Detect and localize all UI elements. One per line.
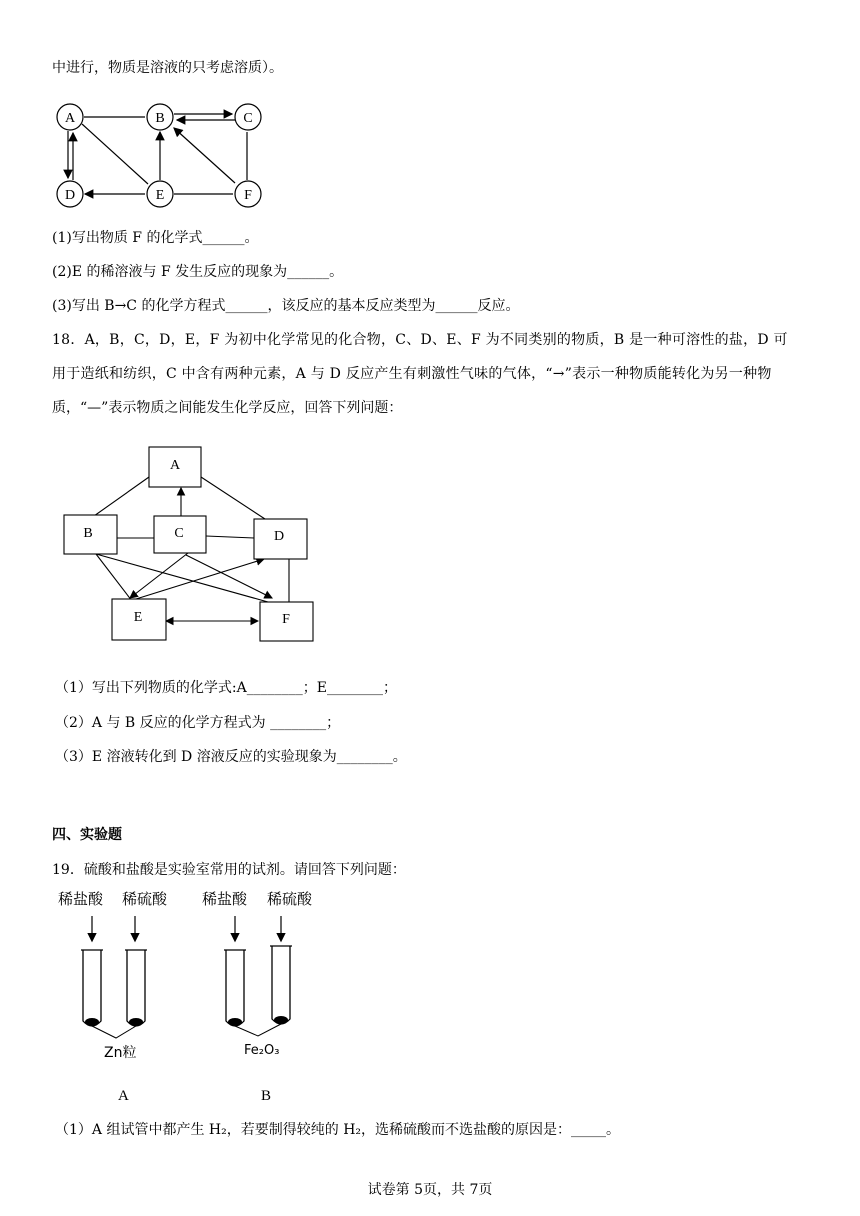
edge-a-b (94, 477, 149, 516)
q18-sub1: （1）写出下列物质的化学式:A________；E________； (55, 680, 397, 696)
test-tube-a-hcl (81, 950, 103, 1026)
q19-test-tube-figure (52, 884, 352, 1104)
q17-relation-diagram (50, 98, 270, 208)
svg-text:A: A (169, 458, 181, 473)
svg-text:F: F (282, 612, 290, 627)
svg-text:C: C (243, 111, 253, 126)
q17-sub3: (3)写出 B→C 的化学方程式______，该反应的基本反应类型为______反应。 (52, 298, 520, 314)
label-zn: Zn粒 (104, 1045, 137, 1061)
q17-node-e (147, 181, 173, 207)
svg-text:B: B (155, 111, 165, 126)
q19-sub1: （1）A 组试管中都产生 H₂，若要制得较纯的 H₂，选稀硫酸而不选盐酸的原因是：_____。 (55, 1122, 621, 1138)
page-number: 试卷第 5页，共 7页 (367, 1182, 493, 1198)
label-fe2o3: Fe₂O₃ (244, 1043, 280, 1058)
q18-relation-diagram (60, 444, 330, 644)
svg-text:F: F (244, 188, 252, 203)
q18-node-e (112, 599, 166, 640)
q17-intro-tail: 中进行，物质是溶液的只考虑溶质）。 (52, 60, 283, 76)
q17-sub2: (2)E 的稀溶液与 F 发生反应的现象为______。 (52, 264, 344, 280)
q17-node-b (147, 104, 173, 130)
edge-b-e (96, 554, 132, 601)
group-label-b: B (261, 1088, 272, 1104)
svg-text:B: B (83, 526, 93, 541)
label-hcl-a: 稀盐酸 (58, 890, 104, 908)
arrow-f-to-b (174, 128, 235, 183)
q18-node-c (154, 516, 206, 553)
q17-node-a (57, 104, 83, 130)
q17-node-d (57, 181, 83, 207)
q18-node-d (254, 519, 307, 559)
q18-node-b (64, 515, 117, 554)
edge-b-f (96, 554, 268, 602)
svg-text:E: E (155, 188, 165, 203)
edge-a-d (201, 477, 265, 519)
label-hcl-b: 稀盐酸 (202, 890, 248, 908)
test-tube-b-h2so4 (270, 946, 292, 1024)
label-h2so4-b: 稀硫酸 (267, 890, 313, 908)
edge-a-e (82, 124, 148, 184)
q18-node-f (260, 602, 313, 641)
svg-text:E: E (133, 610, 143, 625)
q19-stem: 19．硫酸和盐酸是实验室常用的试剂。请回答下列问题： (52, 862, 406, 878)
q17-sub1: (1)写出物质 F 的化学式______。 (52, 230, 259, 246)
bracket-b (235, 1024, 281, 1036)
q18-stem-line3: 质，“—”表示物质之间能发生化学反应，回答下列问题： (52, 400, 403, 416)
svg-text:D: D (64, 188, 76, 203)
q18-stem-line1: 18．A，B，C，D，E，F 为初中化学常见的化合物，C、D、E、F 为不同类别的物质，B 是一种可溶性的盐，D 可 (52, 332, 788, 348)
svg-text:D: D (273, 529, 285, 544)
q17-node-c (235, 104, 261, 130)
bracket-a (92, 1026, 136, 1038)
q17-node-f (235, 181, 261, 207)
label-h2so4-a: 稀硫酸 (122, 890, 168, 908)
svg-text:A: A (64, 111, 76, 126)
test-tube-a-h2so4 (125, 950, 147, 1026)
q18-stem-line2: 用于造纸和纺织，C 中含有两种元素，A 与 D 反应产生有刺激性气味的气体，“→”表示一种物质能转化为另一种物 (52, 366, 772, 382)
test-tube-b-hcl (224, 950, 246, 1026)
q18-sub2: （2）A 与 B 反应的化学方程式为 ________； (55, 715, 341, 731)
q18-sub3: （3）E 溶液转化到 D 溶液反应的实验现象为________。 (55, 749, 407, 765)
group-label-a: A (118, 1088, 129, 1104)
section-title: 四、实验题 (52, 827, 122, 843)
svg-text:C: C (174, 526, 184, 541)
q18-node-a (149, 447, 201, 487)
edge-c-d (206, 536, 254, 538)
